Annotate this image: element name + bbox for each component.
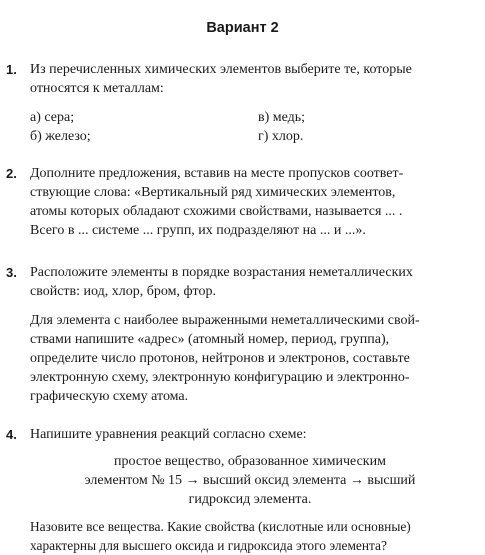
task-line: графическую схему атома. xyxy=(30,389,189,404)
task-line: Всего в ... системе ... групп, их подразделяют на ... и ...». xyxy=(30,223,366,238)
option-g: г) хлор. xyxy=(258,129,304,144)
option-b: б) железо; xyxy=(30,129,91,144)
task-line: электронную схему, электронную конфигурацию и электронно- xyxy=(30,370,410,385)
task-line: ствами напишите «адрес» (атомный номер, период, группа), xyxy=(30,332,390,347)
task-text xyxy=(30,425,470,555)
task-number: 2. xyxy=(6,166,17,181)
task-line: Для элемента с наиболее выраженными неметаллическими свой- xyxy=(30,313,420,328)
task-line: Из перечисленных химических элементов выберите те, которые xyxy=(30,62,412,77)
answer-options xyxy=(30,108,470,146)
task-line: относятся к металлам: xyxy=(30,81,164,96)
task-line: Назовите все вещества. Какие свойства (кислотные или основные) xyxy=(30,519,411,534)
task-number: 1. xyxy=(6,62,17,77)
option-v: в) медь; xyxy=(258,110,306,125)
task-line: Напишите уравнения реакций согласно схеме: xyxy=(30,427,307,442)
task-text xyxy=(30,60,470,146)
scheme-line: гидроксид элемента. xyxy=(188,492,312,507)
task-text xyxy=(30,263,470,406)
task-line: Дополните предложения, вставив на месте пропусков соответ- xyxy=(30,166,404,181)
task-line: свойств: иод, хлор, бром, фтор. xyxy=(30,284,216,299)
scheme-line: простое вещество, образованное химическим xyxy=(114,454,386,469)
task-number: 4. xyxy=(6,427,17,442)
task-number: 3. xyxy=(6,265,17,280)
variant-title: Вариант 2 xyxy=(206,20,279,36)
task-question xyxy=(30,517,470,555)
task-paragraph xyxy=(30,311,470,406)
task-text xyxy=(30,164,470,240)
scheme-line: элементом № 15 → высший оксид элемента → высший xyxy=(84,473,416,488)
task-line: Расположите элементы в порядке возрастания неметаллических xyxy=(30,265,413,280)
task-line: характерны для высшего оксида и гидроксида этого элемента? xyxy=(30,538,387,553)
reaction-scheme xyxy=(30,452,470,509)
option-a: а) сера; xyxy=(30,110,75,125)
task-line: ствующие слова: «Вертикальный ряд химических элементов, xyxy=(30,185,396,200)
task-line: атомы которых обладают схожими свойствами, называется ... . xyxy=(30,204,403,219)
task-line: определите число протонов, нейтронов и электронов, составьте xyxy=(30,351,410,366)
